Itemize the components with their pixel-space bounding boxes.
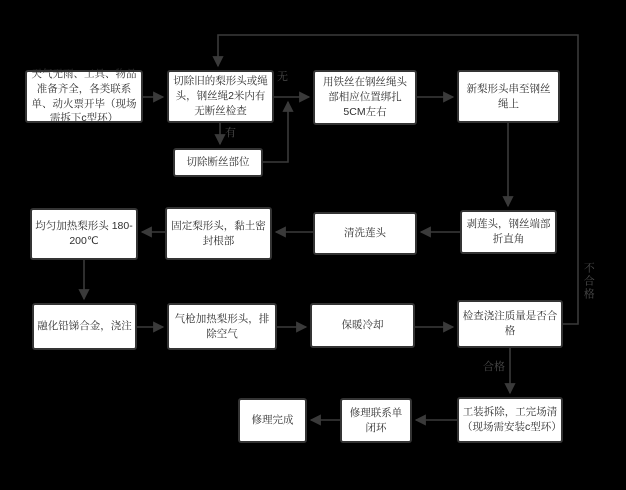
flow-node-warm-cool: 保暖冷却 [310,303,415,348]
edge-label-has-broken-wire: 有 [225,127,236,139]
flow-node-fix-pear-head: 固定梨形头，黏土密封根部 [165,207,272,260]
flow-node-inspect-pour: 检查浇注质量是否合格 [457,300,563,348]
flow-node-cut-broken-wire: 切除断丝部位 [173,148,263,177]
flow-node-close-loop: 修理联系单闭环 [340,398,412,443]
flow-node-bind-wire: 用铁丝在钢丝绳头部相应位置绑扎5CM左右 [313,70,417,125]
flow-node-gun-heat: 气枪加热梨形头，排除空气 [167,303,277,350]
flow-node-done: 修理完成 [238,398,307,443]
edge-label-no-broken-wire: 无 [277,71,288,83]
flow-node-dismantle: 工装拆除，工完场清（现场需安装c型环） [457,397,563,443]
edge-label-pass: 合格 [483,361,505,373]
flow-node-clean-head: 清洗莲头 [313,212,417,255]
flow-node-prep: 天气无雨、工具、物品准备齐全，各类联系单、动火票开毕（现场需拆下c型环） [25,70,143,123]
flow-node-cut-old-head: 切除旧的梨形头或绳头，钢丝绳2米内有无断丝检查 [167,70,274,123]
edge-label-fail: 不合格 [582,262,595,301]
flow-node-melt-alloy: 融化铅锑合金，浇注 [32,303,137,350]
flow-node-strip-head: 剥莲头，钢丝端部折直角 [460,210,557,254]
flow-node-new-pear-head: 新梨形头串至钢丝绳上 [457,70,560,123]
flow-node-heat-pear-head: 均匀加热梨形头 180-200℃ [30,208,138,260]
